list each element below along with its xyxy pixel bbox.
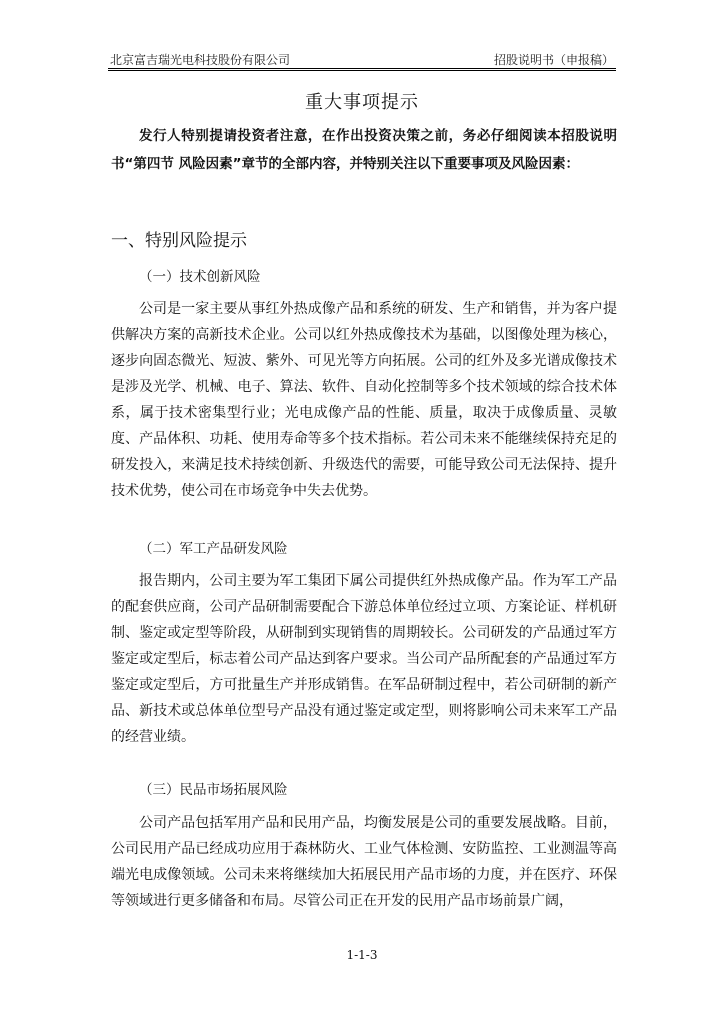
subsection-heading-military: （二）军工产品研发风险 [139,541,288,557]
subsection-heading-civil: （三）民品市场拓展风险 [139,782,288,798]
page-title: 重大事项提示 [305,92,419,113]
header-rule [108,68,616,69]
header-rule-secondary [108,70,616,71]
paragraph-tech-risk: 公司是一家主要从事红外热成像产品和系统的研发、生产和销售，并为客户提供解决方案的高新技术企业。公司以红外热成像技术为基础，以图像处理为核心，逐步向固态微光、短波、紫外、可见光等方向拓展。公司的红外及多光谱成像技术是涉及光学、机械、电子、算法、软件、自动化控制等多个技术领域的综合技术体系，属于技术密集型行业；光电成像产品的性能、质量，取决于成像质量、灵敏度、产品体积、功耗、使用寿命等多个技术指标。若公司未来不能继续保持充足的研发投入，来满足技术持续创新、升级迭代的需要，可能导致公司无法保持、提升技术优势，使公司在市场竞争中失去优势。 [111,301,617,499]
intro-paragraph: 发行人特别提请投资者注意，在作出投资决策之前，务必仔细阅读本招股说明书“第四节 风险因素”章节的全部内容，并特别关注以下重要事项及风险因素： [111,128,617,172]
section-heading: 一、特别风险提示 [111,231,247,251]
page-number: 1-1-3 [346,948,378,962]
paragraph-civil-risk: 公司产品包括军用产品和民用产品，均衡发展是公司的重要发展战略。目前，公司民用产品已经成功应用于森林防火、工业气体检测、安防监控、工业测温等高端光电成像领域。公司未来将继续加大拓展民用产品市场的力度，并在医疗、环保等领域进行更多储备和布局。尽管公司正在开发的民用产品市场前景广阔， [111,815,617,909]
subsection-heading-tech: （一）技术创新风险 [139,269,261,285]
page-header [108,49,616,69]
paragraph-military-risk: 报告期内，公司主要为军工集团下属公司提供红外热成像产品。作为军工产品的配套供应商，公司产品研制需要配合下游总体单位经过立项、方案论证、样机研制、鉴定或定型等阶段，从研制到实现销售的周期较长。公司研发的产品通过军方鉴定或定型后，标志着公司产品达到客户要求。当公司产品所配套的产品通过军方鉴定或定型后，方可批量生产并形成销售。在军品研制过程中，若公司研制的新产品、新技术或总体单位型号产品没有通过鉴定或定型，则将影响公司未来军工产品的经营业绩。 [111,573,617,745]
header-company: 北京富吉瑞光电科技股份有限公司 [110,53,291,67]
header-doc-type: 招股说明书（申报稿） [493,53,614,67]
